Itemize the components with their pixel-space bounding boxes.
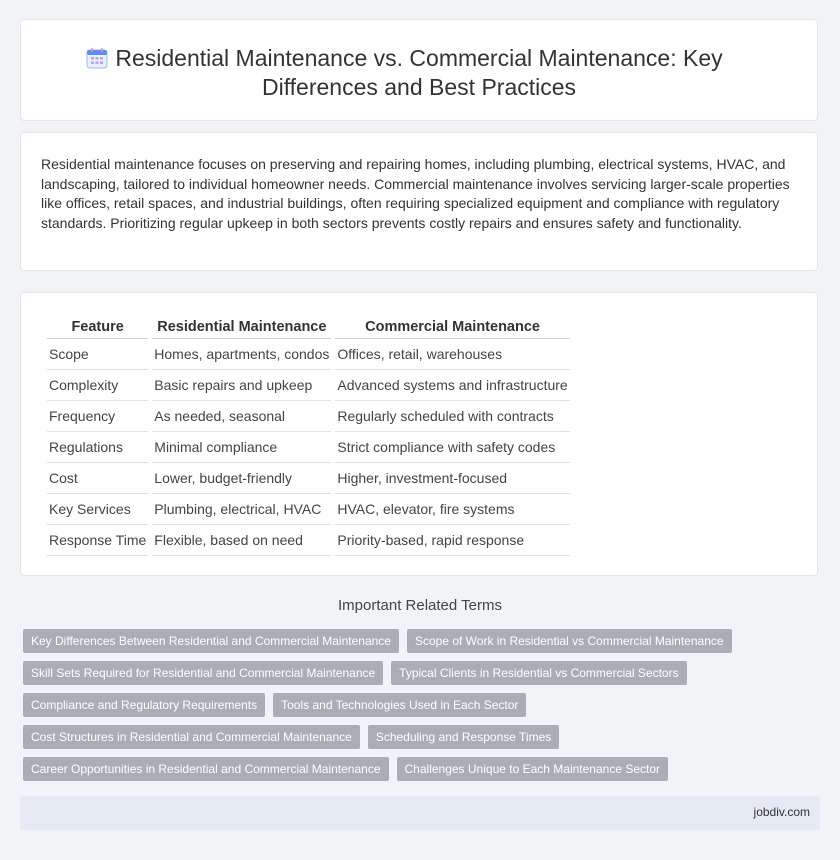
residential-cell: Lower, budget-friendly [152, 463, 331, 494]
commercial-cell: HVAC, elevator, fire systems [335, 494, 569, 525]
table-row [47, 494, 570, 525]
table-row [47, 370, 570, 401]
intro-card [20, 132, 818, 271]
related-term-chip[interactable]: Skill Sets Required for Residential and Commercial Maintenance [23, 661, 383, 685]
related-terms-title: Important Related Terms [338, 597, 502, 614]
residential-cell: Homes, apartments, condos [152, 339, 331, 370]
intro-paragraph: Residential maintenance focuses on preserving and repairing homes, including plumbing, electrical systems, HVAC, and landscaping, tailored to individual homeowner needs. Commercial maintenance involves servicing larger-scale properties like offices, retail spaces, and industrial buildings, often requiring specialized equipment and compliance with regulatory standards. Prioritizing regular upkeep in both sectors prevents costly repairs and ensures safety and functionality. [41, 156, 790, 231]
related-terms-row [23, 725, 559, 749]
page-title: Residential Maintenance vs. Commercial Maintenance: Key Differences and Best Practices [115, 45, 723, 100]
related-term-chip[interactable]: Challenges Unique to Each Maintenance Sector [397, 757, 669, 781]
related-term-chip[interactable]: Career Opportunities in Residential and Commercial Maintenance [23, 757, 389, 781]
related-term-chip[interactable]: Key Differences Between Residential and Commercial Maintenance [23, 629, 399, 653]
residential-cell: Minimal compliance [152, 432, 331, 463]
feature-cell: Key Services [47, 494, 148, 525]
related-term-chip[interactable]: Typical Clients in Residential vs Commercial Sectors [391, 661, 686, 685]
feature-cell: Scope [47, 339, 148, 370]
commercial-cell: Regularly scheduled with contracts [335, 401, 569, 432]
related-term-chip[interactable]: Scope of Work in Residential vs Commercial Maintenance [407, 629, 732, 653]
table-row [47, 525, 570, 556]
feature-cell: Cost [47, 463, 148, 494]
commercial-cell: Higher, investment-focused [335, 463, 569, 494]
related-terms-row [23, 693, 526, 717]
commercial-cell: Advanced systems and infrastructure [335, 370, 569, 401]
table-row [47, 432, 570, 463]
commercial-cell: Offices, retail, warehouses [335, 339, 569, 370]
footer-bar [20, 796, 820, 830]
header-card [20, 19, 818, 121]
footer-site-link[interactable]: jobdiv.com [753, 805, 810, 819]
residential-cell: Flexible, based on need [152, 525, 331, 556]
related-terms-row [23, 661, 687, 685]
feature-cell: Frequency [47, 401, 148, 432]
related-terms-row [23, 757, 668, 781]
comparison-table [43, 317, 574, 556]
feature-cell: Response Time [47, 525, 148, 556]
column-header-feature: Feature [47, 317, 148, 339]
table-header-row [47, 317, 570, 339]
commercial-cell: Priority-based, rapid response [335, 525, 569, 556]
table-row [47, 339, 570, 370]
related-term-chip[interactable]: Scheduling and Response Times [368, 725, 559, 749]
related-term-chip[interactable]: Tools and Technologies Used in Each Sector [273, 693, 526, 717]
commercial-cell: Strict compliance with safety codes [335, 432, 569, 463]
related-terms-row [23, 629, 732, 653]
related-term-chip[interactable]: Compliance and Regulatory Requirements [23, 693, 265, 717]
table-row [47, 401, 570, 432]
comparison-card [20, 292, 818, 576]
related-term-chip[interactable]: Cost Structures in Residential and Commercial Maintenance [23, 725, 360, 749]
table-row [47, 463, 570, 494]
residential-cell: Basic repairs and upkeep [152, 370, 331, 401]
residential-cell: As needed, seasonal [152, 401, 331, 432]
residential-cell: Plumbing, electrical, HVAC [152, 494, 331, 525]
column-header-residential: Residential Maintenance [152, 317, 331, 339]
feature-cell: Regulations [47, 432, 148, 463]
feature-cell: Complexity [47, 370, 148, 401]
column-header-commercial: Commercial Maintenance [335, 317, 569, 339]
